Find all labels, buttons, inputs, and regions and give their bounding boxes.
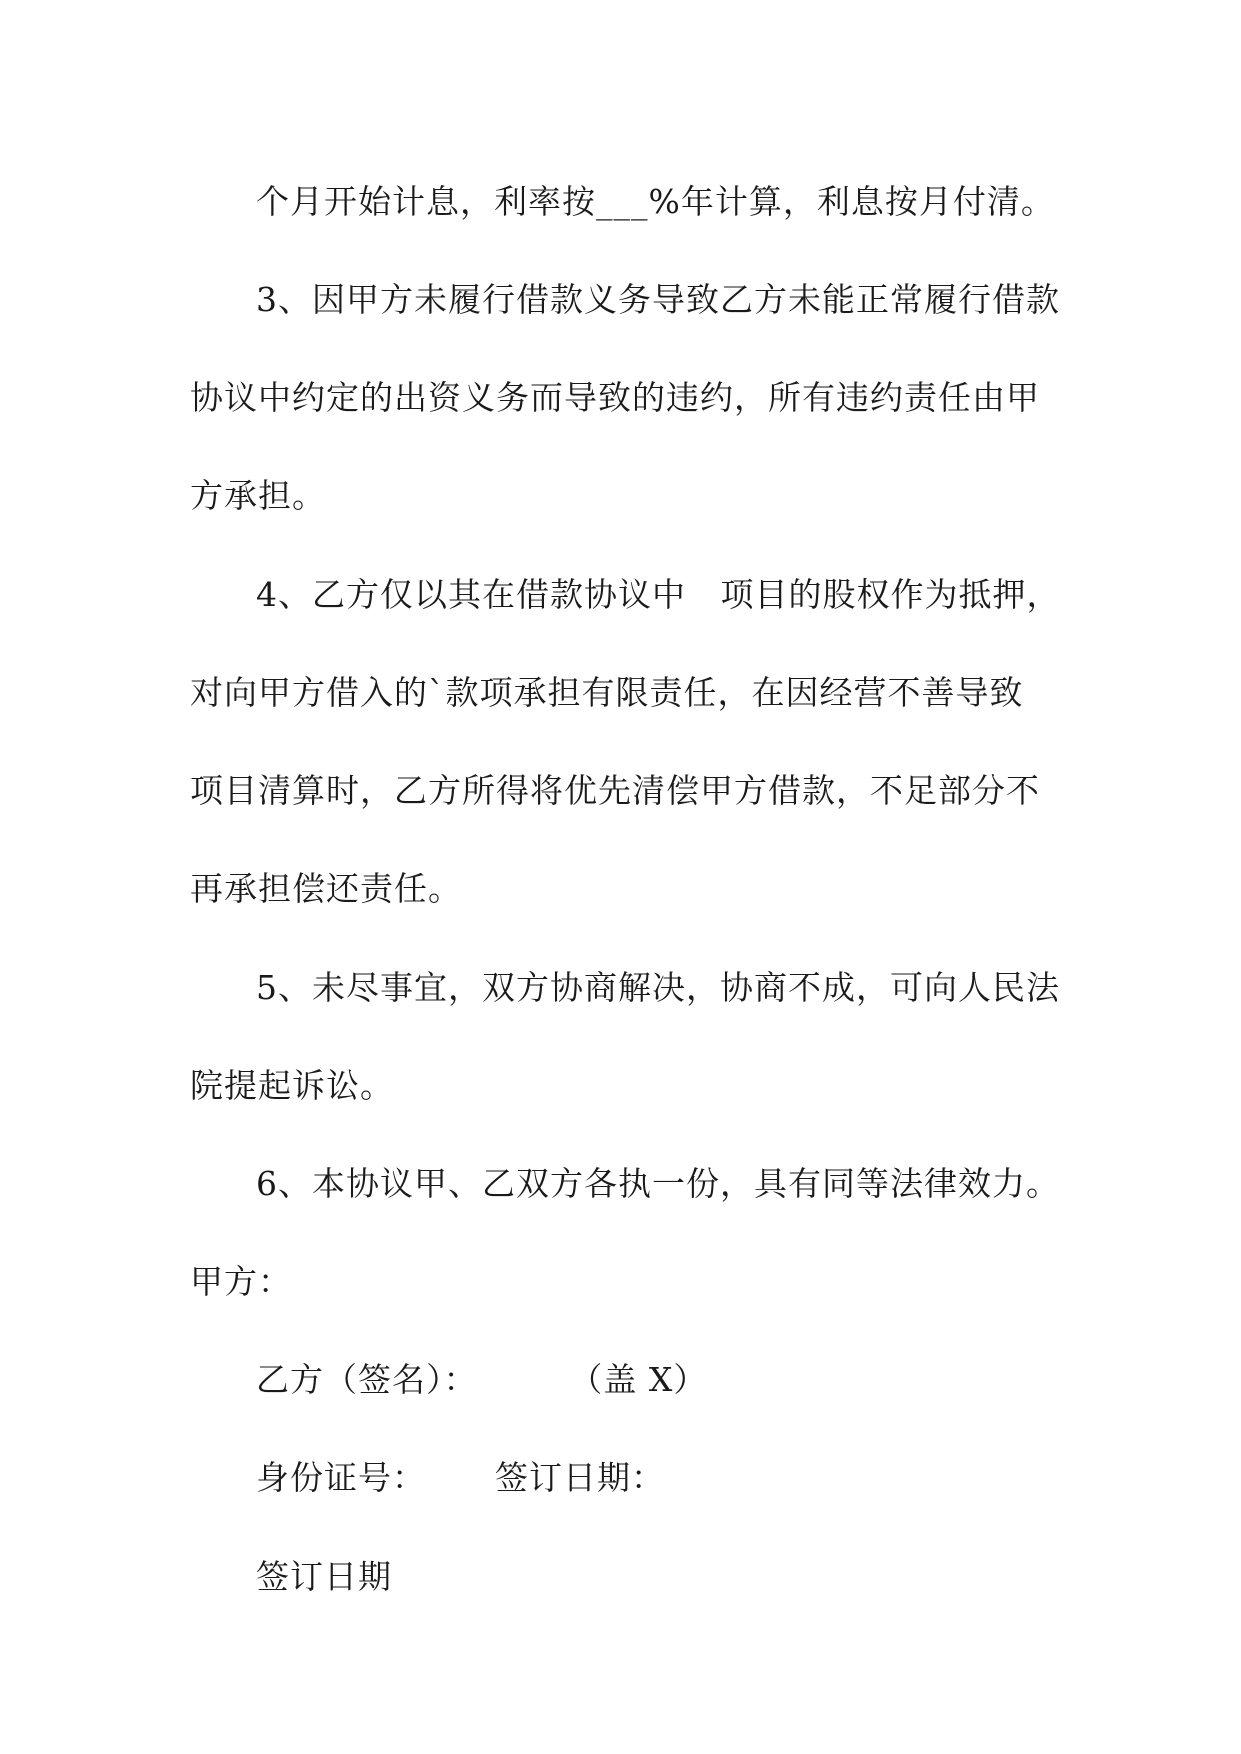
text-line-4: 方承担。 (190, 476, 326, 515)
party-a-label: 甲方： (190, 1262, 292, 1301)
id-number-date-line: 身份证号： 签订日期： (256, 1458, 665, 1497)
text-line-6: 对向甲方借入的`款项承担有限责任，在因经营不善导致 (190, 673, 1024, 712)
text-line-11: 6、本协议甲、乙双方各执一份，具有同等法律效力。 (256, 1164, 1060, 1203)
signing-date-label: 签订日期 (256, 1557, 392, 1596)
text-line-7: 项目清算时，乙方所得将优先清偿甲方借款，不足部分不 (190, 771, 1040, 810)
party-b-signature-line: 乙方（签名）： （盖 X） (256, 1360, 708, 1399)
text-line-2: 3、因甲方未履行借款义务导致乙方未能正常履行借款 (256, 280, 1060, 319)
text-line-9: 5、未尽事宜，双方协商解决，协商不成，可向人民法 (256, 968, 1060, 1007)
text-line-10: 院提起诉讼。 (190, 1066, 394, 1105)
text-line-5: 4、乙方仅以其在借款协议中 项目的股权作为抵押， (256, 575, 1061, 614)
text-line-1: 个月开始计息，利率按___%年计算，利息按月付清。 (256, 182, 1055, 221)
text-line-8: 再承担偿还责任。 (190, 869, 462, 908)
text-line-3: 协议中约定的出资义务而导致的违约，所有违约责任由甲 (190, 378, 1040, 417)
